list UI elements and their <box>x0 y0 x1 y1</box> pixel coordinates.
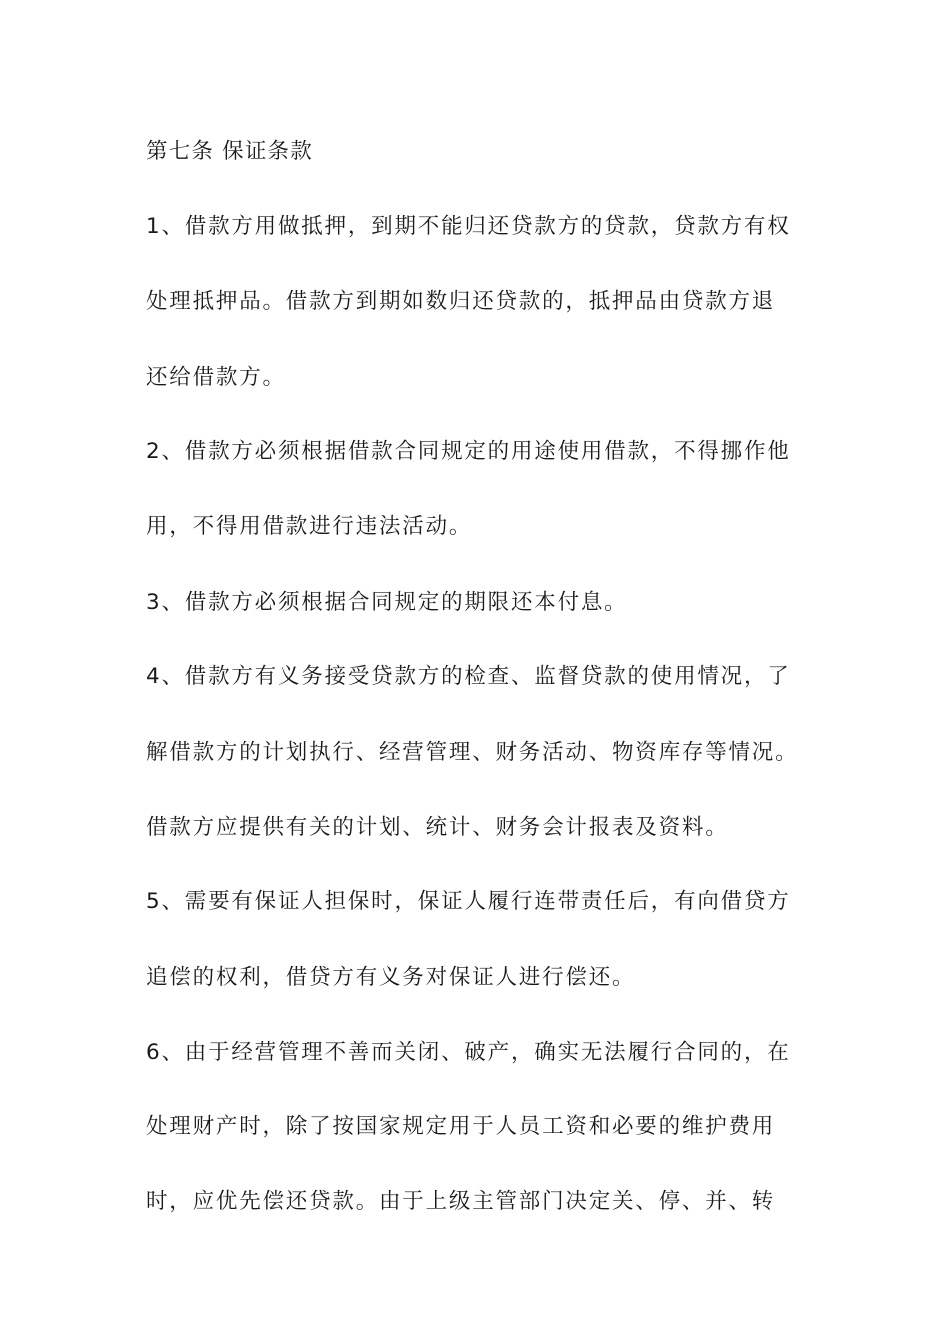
body-line: 用，不得用借款进行违法活动。 <box>146 514 473 539</box>
body-line: 时，应优先偿还贷款。由于上级主管部门决定关、停、并、转 <box>146 1189 776 1214</box>
body-line: 5、需要有保证人担保时，保证人履行连带责任后，有向借贷方 <box>146 889 791 914</box>
body-line: 处理抵押品。借款方到期如数归还贷款的，抵押品由贷款方退 <box>146 289 776 314</box>
body-line: 1、借款方用做抵押，到期不能归还贷款方的贷款，贷款方有权 <box>146 214 791 239</box>
body-line: 还给借款方。 <box>146 365 286 390</box>
body-line: 6、由于经营管理不善而关闭、破产，确实无法履行合同的，在 <box>146 1040 791 1065</box>
body-line: 追偿的权利，借贷方有义务对保证人进行偿还。 <box>146 965 636 990</box>
section-title: 第七条 保证条款 <box>146 139 313 164</box>
body-line: 处理财产时，除了按国家规定用于人员工资和必要的维护费用 <box>146 1114 776 1139</box>
body-line: 3、借款方必须根据合同规定的期限还本付息。 <box>146 590 628 615</box>
body-line: 4、借款方有义务接受贷款方的检查、监督贷款的使用情况，了 <box>146 664 791 689</box>
body-line: 2、借款方必须根据借款合同规定的用途使用借款，不得挪作他 <box>146 439 791 464</box>
body-line: 借款方应提供有关的计划、统计、财务会计报表及资料。 <box>146 815 729 840</box>
body-line: 解借款方的计划执行、经营管理、财务活动、物资库存等情况。 <box>146 740 799 765</box>
